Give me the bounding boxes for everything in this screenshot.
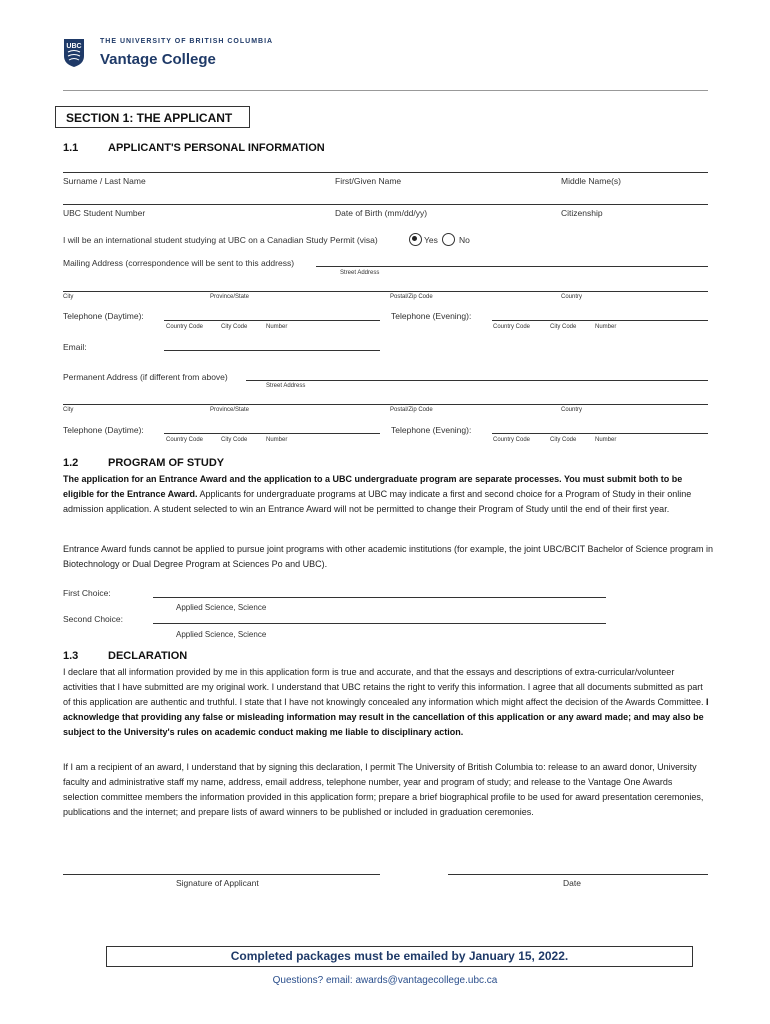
city-line[interactable] xyxy=(63,404,708,405)
deadline-text: Completed packages must be emailed by January 15, 2022. xyxy=(230,949,569,963)
no-radio[interactable] xyxy=(442,231,455,249)
city-label: City xyxy=(63,407,74,413)
city-code-label: City Code xyxy=(550,437,577,443)
telephone-evening-label: Telephone (Evening): xyxy=(391,425,472,435)
surname-label: Surname / Last Name xyxy=(63,176,146,186)
header-rule xyxy=(63,90,708,91)
city-label: City xyxy=(63,294,74,300)
section-1-3-number: 1.3 xyxy=(63,650,79,662)
second-choice-select[interactable]: Applied Science, Science xyxy=(176,630,267,639)
country-label: Country xyxy=(561,407,583,413)
country-label: Country xyxy=(561,294,583,300)
number-label: Number xyxy=(266,437,288,443)
telephone-day-label: Telephone (Daytime): xyxy=(63,425,144,435)
section-1-1-title: APPLICANT'S PERSONAL INFORMATION xyxy=(108,142,325,154)
questions-email[interactable]: Questions? email: awards@vantagecollege.ubc.ca xyxy=(272,975,498,986)
street-address-label: Street Address xyxy=(266,383,306,389)
first-choice-label: First Choice: xyxy=(63,588,111,598)
joint-programs-paragraph: Entrance Award funds cannot be applied to pursue joint programs with other academic institutions (for example, the joint UBC/BCIT Bachelor of Science program in Biotechnology or Dual Degree Program at Sciences Po and UBC). xyxy=(63,544,714,569)
signature-label: Signature of Applicant xyxy=(176,878,259,888)
telephone-evening-line[interactable] xyxy=(492,320,708,321)
number-label: Number xyxy=(595,437,617,443)
city-line[interactable] xyxy=(63,291,708,292)
email-line[interactable] xyxy=(164,350,380,351)
section-1-3-title: DECLARATION xyxy=(108,650,188,662)
city-code-label: City Code xyxy=(221,437,248,443)
postal-label: Postal/Zip Code xyxy=(390,407,433,413)
first-choice-line[interactable] xyxy=(153,597,606,598)
first-name-label: First/Given Name xyxy=(335,176,402,186)
citizenship-label: Citizenship xyxy=(561,208,603,218)
student-number-label: UBC Student Number xyxy=(63,208,146,218)
number-label: Number xyxy=(595,324,617,330)
permanent-address-label: Permanent Address (if different from above) xyxy=(63,372,228,382)
first-choice-select[interactable]: Applied Science, Science xyxy=(176,603,267,612)
mailing-address-line[interactable] xyxy=(316,266,708,267)
intl-question: I will be an international student studying at UBC on a Canadian Study Permit (visa) xyxy=(63,235,378,245)
no-label: No xyxy=(459,235,470,245)
college-name: Vantage College xyxy=(100,51,216,68)
email-label: Email: xyxy=(63,342,87,352)
mailing-address-label: Mailing Address (correspondence will be sent to this address) xyxy=(63,258,295,268)
telephone-day-line[interactable] xyxy=(164,433,380,434)
yes-radio[interactable] xyxy=(409,231,422,249)
section-1-2-number: 1.2 xyxy=(63,457,79,469)
date-line[interactable] xyxy=(448,874,708,875)
section-1-2-title: PROGRAM OF STUDY xyxy=(108,457,225,469)
postal-label: Postal/Zip Code xyxy=(390,294,433,300)
country-code-label: Country Code xyxy=(493,437,531,443)
telephone-evening-label: Telephone (Evening): xyxy=(391,311,472,321)
svg-text:UBC: UBC xyxy=(66,43,82,50)
signature-line[interactable] xyxy=(63,874,380,875)
date-label: Date xyxy=(563,878,581,888)
province-label: Province/State xyxy=(210,407,250,413)
radio-selected-icon xyxy=(409,233,422,246)
city-code-label: City Code xyxy=(221,324,248,330)
section-1-1-number: 1.1 xyxy=(63,142,79,154)
permanent-address-line[interactable] xyxy=(246,380,708,381)
telephone-day-line[interactable] xyxy=(164,320,380,321)
number-label: Number xyxy=(266,324,288,330)
province-label: Province/State xyxy=(210,294,250,300)
radio-empty-icon xyxy=(442,233,455,246)
university-name: THE UNIVERSITY OF BRITISH COLUMBIA xyxy=(100,38,274,45)
release-paragraph: If I am a recipient of an award, I understand that by signing this declaration, I permit The University of British Columbia to: release to an award donor, University faculty and administrative staff my name, address, email address, telephone number, year and program of study; and release to the Vantage One Awards selection committee members the information provided in this application form; prepare a brief biographical profile to be used for award presentation ceremonies, publications and the internet; and prepare lists of award winners to be published or included in graduation ceremonies. xyxy=(63,762,704,817)
second-choice-line[interactable] xyxy=(153,623,606,624)
city-code-label: City Code xyxy=(550,324,577,330)
country-code-label: Country Code xyxy=(166,437,204,443)
yes-label: Yes xyxy=(424,235,438,245)
section-title: SECTION 1: THE APPLICANT xyxy=(55,106,250,128)
second-choice-label: Second Choice: xyxy=(63,614,124,624)
street-address-label: Street Address xyxy=(340,270,380,276)
telephone-day-label: Telephone (Daytime): xyxy=(63,311,144,321)
name-line[interactable] xyxy=(63,172,708,173)
program-paragraph: The application for an Entrance Award and the application to a UBC undergraduate program are separate processes. You must submit both to be eligible for the Entrance Award. Applicants for undergraduate programs at UBC may indicate a first and second choice for a Program of Study in their online admission application. A student selected to win an Entrance Award will not be permitted to change their Program of Study until the end of their first year. xyxy=(63,474,692,514)
dob-label: Date of Birth (mm/dd/yy) xyxy=(335,208,428,218)
declaration-paragraph: I declare that all information provided by me in this application form is true and accurate, and that the essays and descriptions of extra-curricular/volunteer activities that I have submitted are my original work. I understand that UBC retains the right to verify this information. I agree that all documents submitted as part of this application are authentic and truthful. I state that I have not knowingly concealed any information which might affect the decision of the Awards Committee. I acknowledge that providing any false or misleading information may result in the cancellation of this application or any award made; and may also be subject to the University's rules on academic conduct making me liable to disciplinary action. xyxy=(63,667,709,737)
country-code-label: Country Code xyxy=(166,324,204,330)
id-line[interactable] xyxy=(63,204,708,205)
middle-name-label: Middle Name(s) xyxy=(561,176,621,186)
deadline-box xyxy=(106,946,693,967)
ubc-logo xyxy=(63,38,85,68)
country-code-label: Country Code xyxy=(493,324,531,330)
telephone-evening-line[interactable] xyxy=(492,433,708,434)
